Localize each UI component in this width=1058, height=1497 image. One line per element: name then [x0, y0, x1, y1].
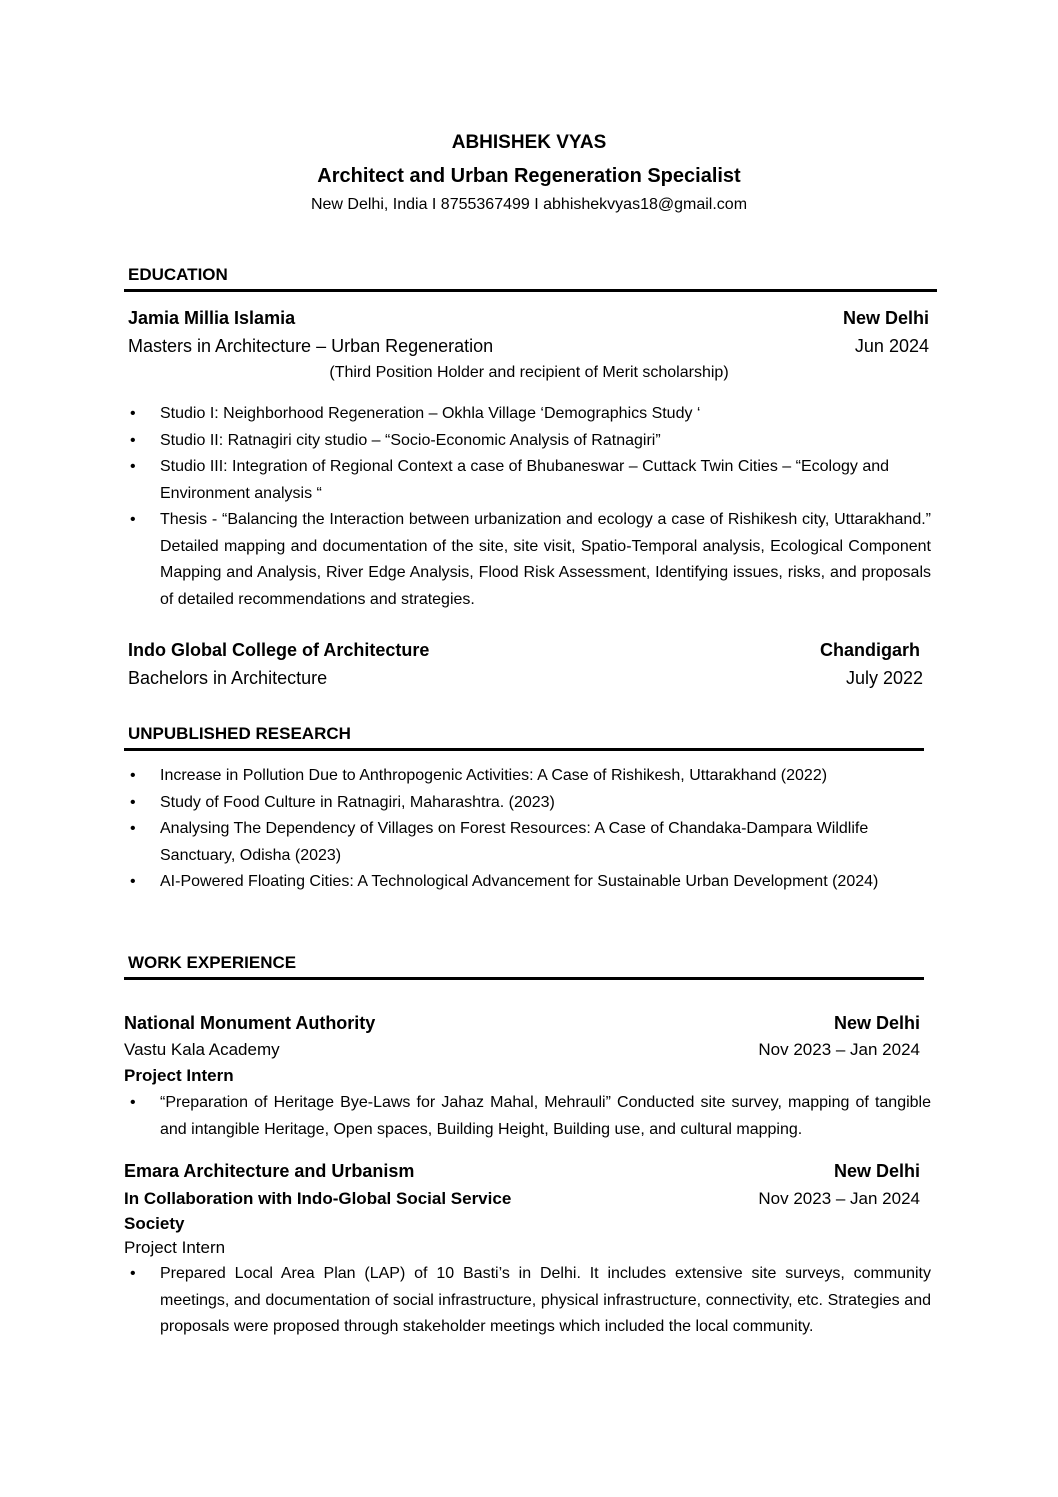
job1-sub: Vastu Kala Academy: [124, 1040, 280, 1059]
job1-date: Nov 2023 – Jan 2024: [758, 1040, 920, 1059]
work-divider: [124, 977, 924, 980]
list-item: • Thesis - “Balancing the Interaction between urbanization and ecology a case of Rishikesh city, Uttarakhand.” Detailed mapping and documentation of the site, site visit, Spatio-Temporal analysis, Ecological Component Mapping and Analysis, River Edge Analysis, Flood Risk Assessment, Identifying issues, risks, and proposals of detailed recommendations and strategies.: [128, 507, 931, 613]
job2-sub-line2: Society: [124, 1214, 185, 1233]
candidate-title: Architect and Urban Regeneration Specialist: [317, 165, 741, 187]
job1-org: National Monument Authority: [124, 1013, 376, 1033]
school1-date: Jun 2024: [854, 336, 929, 356]
job2-org: Emara Architecture and Urbanism: [124, 1161, 415, 1181]
school1-location: New Delhi: [842, 308, 929, 328]
school1-degree: Masters in Architecture – Urban Regeneration: [128, 336, 494, 356]
job2-bullets: [128, 1261, 931, 1341]
education-heading: EDUCATION: [128, 265, 228, 284]
education-divider: [124, 289, 937, 292]
list-item: • Studio III: Integration of Regional Context a case of Bhubaneswar – Cuttack Twin Cities – “Ecology and Environment analysis “: [128, 454, 931, 507]
school2-name: Indo Global College of Architecture: [128, 640, 430, 660]
list-item: • Increase in Pollution Due to Anthropogenic Activities: A Case of Rishikesh, Uttarakhand (2022): [128, 763, 918, 790]
school1-bullets: [128, 401, 931, 613]
job2-date: Nov 2023 – Jan 2024: [758, 1189, 920, 1208]
job2-sub-line1: In Collaboration with Indo-Global Social Service: [124, 1189, 512, 1208]
job1-bullets: [128, 1090, 931, 1143]
list-item: • Prepared Local Area Plan (LAP) of 10 Basti’s in Delhi. It includes extensive site surveys, community meetings, and documentation of social infrastructure, physical infrastructure, connectivity, etc. Strategies and proposals were proposed through stakeholder meetings which included the local community.: [128, 1261, 931, 1341]
list-item: • AI-Powered Floating Cities: A Technological Advancement for Sustainable Urban Development (2024): [128, 869, 918, 896]
school1-name: Jamia Millia Islamia: [128, 308, 296, 328]
job2-role: Project Intern: [124, 1238, 226, 1257]
list-item: • Analysing The Dependency of Villages on Forest Resources: A Case of Chandaka-Dampara Wildlife Sanctuary, Odisha (2023): [128, 816, 918, 869]
school2-date: July 2022: [845, 668, 923, 688]
work-heading: WORK EXPERIENCE: [128, 953, 297, 972]
job1-location: New Delhi: [833, 1013, 920, 1033]
research-bullets: [128, 763, 918, 896]
contact-line: New Delhi, India I 8755367499 I abhishekvyas18@gmail.com: [310, 196, 748, 213]
list-item: • Studio II: Ratnagiri city studio – “Socio-Economic Analysis of Ratnagiri”: [128, 428, 931, 455]
list-item: • Studio I: Neighborhood Regeneration – Okhla Village ‘Demographics Study ‘: [128, 401, 931, 428]
candidate-name: ABHISHEK VYAS: [451, 132, 607, 153]
job2-location: New Delhi: [833, 1161, 920, 1181]
research-heading: UNPUBLISHED RESEARCH: [128, 724, 351, 743]
list-item: • “Preparation of Heritage Bye-Laws for Jahaz Mahal, Mehrauli” Conducted site survey, mapping of tangible and intangible Heritage, Open spaces, Building Height, Building use, and cultural mapping.: [128, 1090, 931, 1143]
research-divider: [124, 748, 924, 751]
school1-note: (Third Position Holder and recipient of Merit scholarship): [329, 364, 729, 381]
school2-location: Chandigarh: [819, 640, 920, 660]
list-item: • Study of Food Culture in Ratnagiri, Maharashtra. (2023): [128, 790, 918, 817]
school2-degree: Bachelors in Architecture: [128, 668, 328, 688]
job1-role: Project Intern: [124, 1066, 234, 1085]
